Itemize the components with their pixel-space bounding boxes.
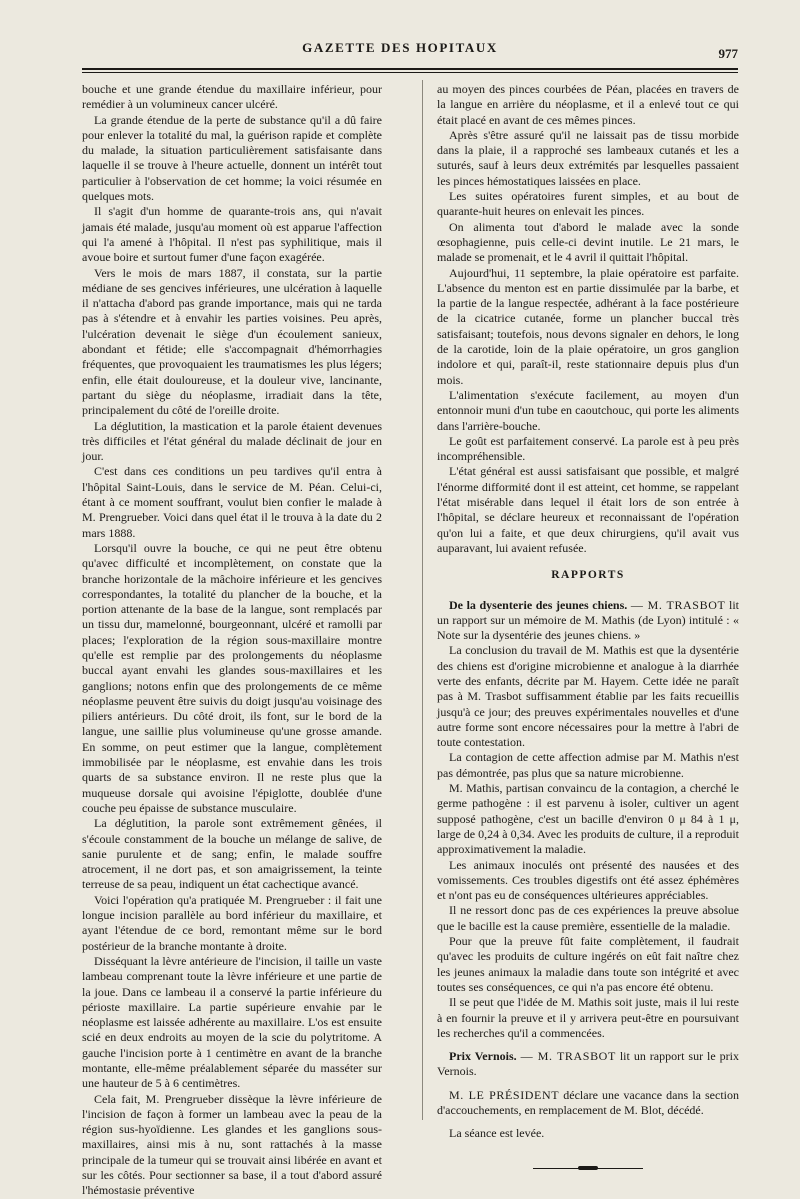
report-dysenterie-intro bbox=[437, 598, 739, 644]
page-header bbox=[0, 40, 800, 62]
paragraph: Après s'être assuré qu'il ne laissait pas de tissu morbide dans la plaie, il a rapproché ses lambeaux cutanés et les a suturés, sauf à leurs deux extrémités par lesquelles passaient les pinces hémostatiques laissées en place. bbox=[437, 127, 739, 188]
paragraph: La déglutition, la parole sont extrêmement gênées, il s'écoule constamment de la bouche un mélange de salive, de sanie purulente et de sang; enfin, le malade souffre atrocement, il ne dort pas, et son amaigrissement, la teinte terreuse de sa peau, indiquent un état cachectique avancé. bbox=[82, 816, 382, 892]
running-title: GAZETTE DES HOPITAUX bbox=[302, 40, 498, 55]
paragraph: La conclusion du travail de M. Mathis est que la dysentérie des chiens est d'origine microbienne et analogue à la diarrhée verte des enfants, décrite par M. Hayem. Cette idée ne paraît pas à M. Trasbot suffisamment établie par les faits recueillis jusqu'à ce jour; des preuves expérimentales nouvelles et d'une autre forme sont encore nécessaires pour la mettre à l'abri de toute contestation. bbox=[437, 643, 739, 750]
paragraph: Voici l'opération qu'a pratiquée M. Prengrueber : il fait une longue incision parallèle au bord inférieur du maxillaire, et ayant l'étendue de ce bord, remontant même sur le bord postérieur de la branche montante à droite. bbox=[82, 892, 382, 953]
paragraph: L'état général est aussi satisfaisant que possible, et malgré l'énorme difformité dont il est atteint, cet homme, se rappelant l'état misérable dans lequel il était lors de son entrée à l'hôpital, se déclare heureux et reconnaissant de l'opération qu'on lui a faite, et que deux chirurgiens, qu'il avait vus auparavant, lui avaient refusée. bbox=[437, 464, 739, 555]
paragraph: Il se peut que l'idée de M. Mathis soit juste, mais il lui reste à en fournir la preuve et il y arrivera peut-être en poursuivant les recherches qu'il a commencées. bbox=[437, 995, 739, 1040]
paragraph: La contagion de cette affection admise par M. Mathis n'est pas démontrée, pas plus que sa nature microbienne. bbox=[437, 750, 739, 780]
report-prix-vernois bbox=[437, 1049, 739, 1080]
report-intro-text: lit un rapport sur un mémoire de M. Mathis (de Lyon) intitulé : « Note sur la dysentérie des jeunes chiens. » bbox=[437, 597, 739, 643]
paragraph: Cela fait, M. Prengrueber dissèque la lèvre inférieure de l'incision de façon à former un lambeau avec la peau de la région sus-hyoïdienne. Les glandes et les ganglions sous-maxillaires, ainsi mis à nu, sont rattachés à la masse principale de la tumeur qui se trouvait ainsi libérée en avant et sur les côtés. Pour sectionner sa base, il a tout d'abord assuré l'hémostasie préventive bbox=[82, 1091, 382, 1198]
paragraph: L'alimentation s'exécute facilement, au moyen d'un entonnoir muni d'un tube en caoutchouc, qui porte les aliments dans l'arrière-bouche. bbox=[437, 387, 739, 433]
paragraph: Disséquant la lèvre antérieure de l'incision, il taille un vaste lambeau comprenant toute la lèvre inférieure et une partie de la joue. Dans ce lambeau il a conservé la partie inférieure du périoste maxillaire. La partie supérieure envahie par le néoplasme est laissée adhérente au maxillaire. L'os est ensuite scié en deux endroits au moyen de la scie du polytritome. A gauche l'incision porte à 1 centimètre en avant de la branche montante, elle-même préalablement séparée du masséter sur une hauteur de 5 à 6 centimètres. bbox=[82, 953, 382, 1091]
header-rule-thick bbox=[82, 68, 738, 70]
report-title: De la dysenterie des jeunes chiens. bbox=[449, 597, 628, 612]
paragraph: La grande étendue de la perte de substance qu'il a dû faire pour enlever la totalité du mal, la guérison rapide et complète du malade, la situation particulièrement satisfaisante dans laquelle il se trouve à l'heure actuelle, donnent un intérêt tout particulier à l'observation de cet homme; la voici résumée en quelques mots. bbox=[82, 112, 382, 204]
paragraph: Il ne ressort donc pas de ces expériences la preuve absolue que le bacille est la cause première, essentielle de la maladie. bbox=[437, 903, 739, 933]
closing-line: La séance est levée. bbox=[449, 1126, 545, 1141]
paragraph: Aujourd'hui, 11 septembre, la plaie opératoire est parfaite. L'absence du menton est en partie dissimulée par la barbe, et la partie de la langue respectée, adhérant à la face postérieure de la cicatrice cutanée, forme un plancher buccal très satisfaisant; toutefois, nous devons signaler en dehors, le long de la carotide, loin de la plaie opératoire, un gros ganglion indolore et qui, paraît-il, reste stationnaire depuis plus d'un mois. bbox=[437, 265, 739, 387]
left-column bbox=[82, 82, 382, 1199]
president-announcement bbox=[437, 1088, 739, 1119]
paragraph: Lorsqu'il ouvre la bouche, ce qui ne peut être obtenu qu'avec difficulté et incomplètement, on constate que la branche horizontale de la mâchoire inférieure et les gencives correspondantes, la totalité du plancher de la bouche, et la portion attenante de la base de la langue, sont remplacés par un tissu dur, mamelonné, bourgeonnant, ulcéré et ramolli par places; l'exploration de la région sous-maxillaire montre qu'elle est remplie par des prolongements du néoplasme buccal ayant envahi les glandes sous-maxillaires et les ganglions; notons enfin que des prolongements de ce même néoplasme peuvent être suivis du doigt jusqu'au voisinage des piliers antérieurs. Du côté droit, ils font, sur le bord de la langue, une saillie plus volumineuse qu'une grosse amande. En somme, on peut estimer que la langue, complètement immobilisée par le néoplasme, est envahie dans les trois quarts de sa substance environ. Il ne reste plus que la muqueuse dorsale qui avoisine l'épiglotte, doublée d'une couche peu épaisse de substance musculaire. bbox=[82, 540, 382, 815]
paragraph: Il s'agit d'un homme de quarante-trois ans, qui n'avait jamais été malade, jusqu'au moment où est apparue l'affection qui l'a amené à l'hôpital. Il n'est pas syphilitique, mais il avoue boire et surtout fumer d'une façon exagérée. bbox=[82, 204, 382, 265]
report-title: Prix Vernois. bbox=[449, 1049, 517, 1064]
right-column bbox=[437, 82, 739, 1169]
paragraph: Le goût est parfaitement conservé. La parole est à peu près incompréhensible. bbox=[437, 433, 739, 464]
page-number: 977 bbox=[718, 46, 738, 61]
paragraph: Les animaux inoculés ont présenté des nausées et des vomissements. Ces troubles digestifs ont été assez éphémères et n'ont pas eu de conséquences ultérieures appréciables. bbox=[437, 857, 739, 903]
paragraph: M. Mathis, partisan convaincu de la contagion, a cherché le germe pathogène : il est parvenu à isoler, cultiver un agent supposé pathogène, c'est un bacille d'environ 0 μ 84 à 1 μ, large de 0,24 à 0,34. Avec les produits de culture, il a reproduit approximativement la maladie. bbox=[437, 781, 739, 857]
column-divider bbox=[422, 80, 423, 1120]
header-rule-thin bbox=[82, 72, 738, 73]
paragraph: C'est dans ces conditions un peu tardives qu'il entra à l'hôpital Saint-Louis, dans le service de M. Péan. Celui-ci, étant à ce moment souffrant, voulut bien confier le malade à M. Prengrueber. Voici dans quel état il le trouva à la date du 2 mars 1888. bbox=[82, 464, 382, 540]
paragraph: au moyen des pinces courbées de Péan, placées en travers de la langue en arrière du néoplasme, et il a enlevé tout ce qui était placé en avant de ces mêmes pinces. bbox=[437, 82, 739, 127]
paragraph: La déglutition, la mastication et la parole étaient devenues très difficiles et l'état général du malade déclinait de jour en jour. bbox=[82, 418, 382, 464]
rapporteur: — M. TRASBOT bbox=[630, 597, 726, 612]
paragraph: bouche et une grande étendue du maxillaire inférieur, pour remédier à un volumineux cancer ulcéré. bbox=[82, 82, 382, 112]
paragraph: Pour que la preuve fût faite complètement, il faudrait qu'avec les produits de culture ingérés on eût fait naître chez les jeunes animaux la maladie dans toute son intégrité et avec toutes ses conséquences, ce qui n'a pas encore été obtenu. bbox=[437, 934, 739, 994]
paragraph: Vers le mois de mars 1887, il constata, sur la partie médiane de ses gencives inférieures, une ulcération à laquelle il n'attacha d'abord pas grande importance, mais qui ne tarda pas à s'étendre et à envahir les parties voisines. Peu après, l'ulcération devenait le siège d'un écoulement sanieux, abondant et fétide; elle s'accompagnait d'hémorrhagies fréquentes, que provoquaient les traumatismes les plus légers; enfin, elle était douloureuse, et la douleur vive, lancinante, partant du siège du néoplasme, irradiait dans la tête, principalement du côté de l'oreille droite. bbox=[82, 265, 382, 418]
section-heading-rapports: RAPPORTS bbox=[551, 569, 625, 582]
rapporteur: — M. TRASBOT bbox=[520, 1049, 616, 1064]
paragraph: On alimenta tout d'abord le malade avec la sonde œsophagienne, puis celle-ci devint inutile. Le 21 mars, le malade se promenait, et le 4 avril il quittait l'hôpital. bbox=[437, 219, 739, 265]
paragraph: Les suites opératoires furent simples, et au bout de quarante-huit heures on enlevait les pinces. bbox=[437, 189, 739, 219]
announcement-text: déclare une vacance dans la section d'accouchements, en remplacement de M. Blot, décédé. bbox=[437, 1087, 739, 1117]
president-label: M. LE PRÉSIDENT bbox=[449, 1087, 560, 1102]
report-text: lit un rapport sur le prix Vernois. bbox=[437, 1049, 739, 1079]
closing-ornament-rule bbox=[533, 1168, 643, 1169]
